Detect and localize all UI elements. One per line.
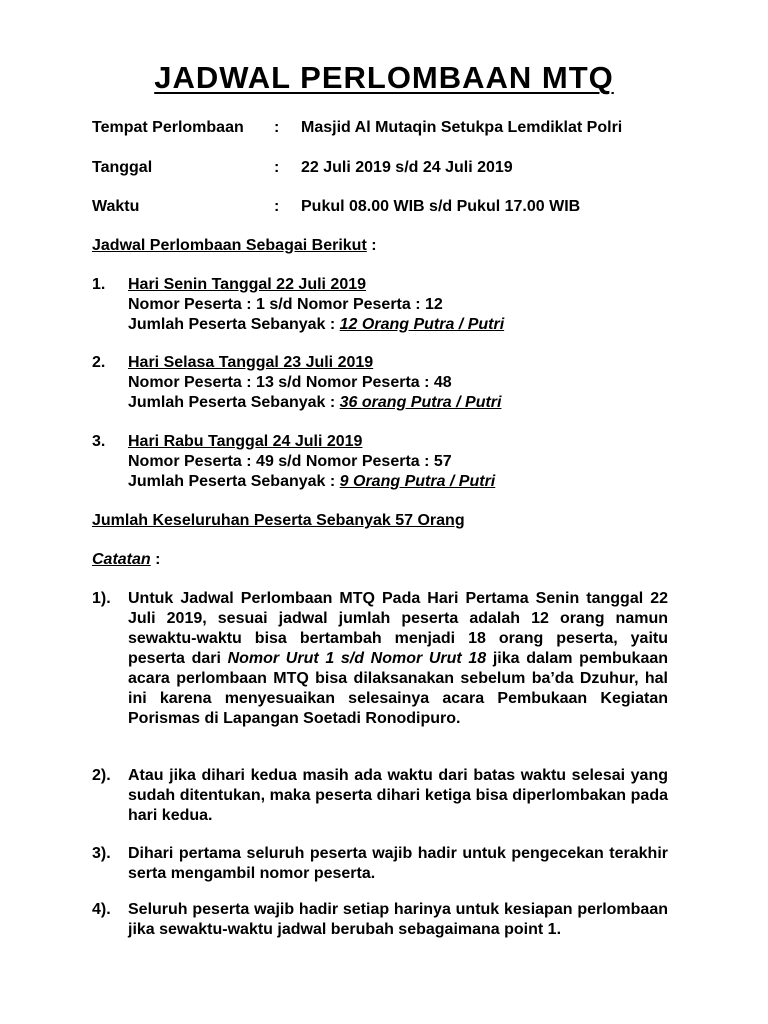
day-number: 3. (92, 433, 106, 450)
info-colon: : (274, 159, 280, 176)
page-title: JADWAL PERLOMBAAN MTQ (154, 60, 614, 95)
note-number: 1). (92, 590, 111, 607)
note-text: Dihari pertama seluruh peserta wajib hadir untuk pengecekan terakhir serta mengambil nomor peserta. (128, 845, 668, 882)
note-number: 2). (92, 767, 111, 784)
day-number: 2. (92, 354, 106, 371)
participant-range: Nomor Peserta : 13 s/d Nomor Peserta : 48 (128, 374, 452, 391)
note-text: Untuk Jadwal Perlombaan MTQ Pada Hari Pertama Senin tanggal 22 Juli 2019, sesuai jadwal jumlah peserta adalah 12 orang namun sewaktu-waktu bisa bertambah menjadi 18 orang peserta, yaitu peserta dari Nomor Urut 1 s/d Nomor Urut 18 jika dalam pembukaan acara perlombaan MTQ bisa dilaksanakan sebelum ba’da Dzuhur, hal ini karena menyesuaikan selesainya acara Pembukaan Kegiatan Porismas di Lapangan Soetadi Ronodipuro. (128, 590, 669, 727)
info-label: Tempat Perlombaan (92, 119, 244, 136)
info-value: Pukul 08.00 WIB s/d Pukul 17.00 WIB (301, 198, 581, 215)
total-participants: Jumlah Keseluruhan Peserta Sebanyak 57 Orang (92, 512, 465, 529)
participant-count: Jumlah Peserta Sebanyak : 12 Orang Putra / Putri (128, 316, 505, 333)
info-colon: : (274, 198, 280, 215)
participant-range: Nomor Peserta : 1 s/d Nomor Peserta : 12 (128, 296, 443, 313)
schedule-heading: Jadwal Perlombaan Sebagai Berikut : (92, 237, 377, 254)
participant-count: Jumlah Peserta Sebanyak : 36 orang Putra / Putri (128, 394, 502, 411)
note-number: 3). (92, 845, 111, 862)
day-title: Hari Senin Tanggal 22 Juli 2019 (128, 276, 367, 293)
day-title: Hari Rabu Tanggal 24 Juli 2019 (128, 433, 363, 450)
info-value: Masjid Al Mutaqin Setukpa Lemdiklat Polri (301, 119, 623, 136)
note-text: Atau jika dihari kedua masih ada waktu dari batas waktu selesai yang sudah ditentukan, maka peserta dihari ketiga bisa diperlombakan pada hari kedua. (128, 767, 668, 824)
info-colon: : (274, 119, 280, 136)
day-number: 1. (92, 276, 106, 293)
info-label: Waktu (92, 198, 140, 215)
notes-heading: Catatan : (92, 551, 161, 568)
note-text: Seluruh peserta wajib hadir setiap harinya untuk kesiapan perlombaan jika sewaktu-waktu jadwal berubah sebagaimana point 1. (128, 901, 668, 938)
day-title: Hari Selasa Tanggal 23 Juli 2019 (128, 354, 374, 371)
participant-count: Jumlah Peserta Sebanyak : 9 Orang Putra / Putri (128, 473, 496, 490)
info-value: 22 Juli 2019 s/d 24 Juli 2019 (301, 159, 513, 176)
note-number: 4). (92, 901, 111, 918)
participant-range: Nomor Peserta : 49 s/d Nomor Peserta : 57 (128, 453, 452, 470)
info-label: Tanggal (92, 159, 153, 176)
